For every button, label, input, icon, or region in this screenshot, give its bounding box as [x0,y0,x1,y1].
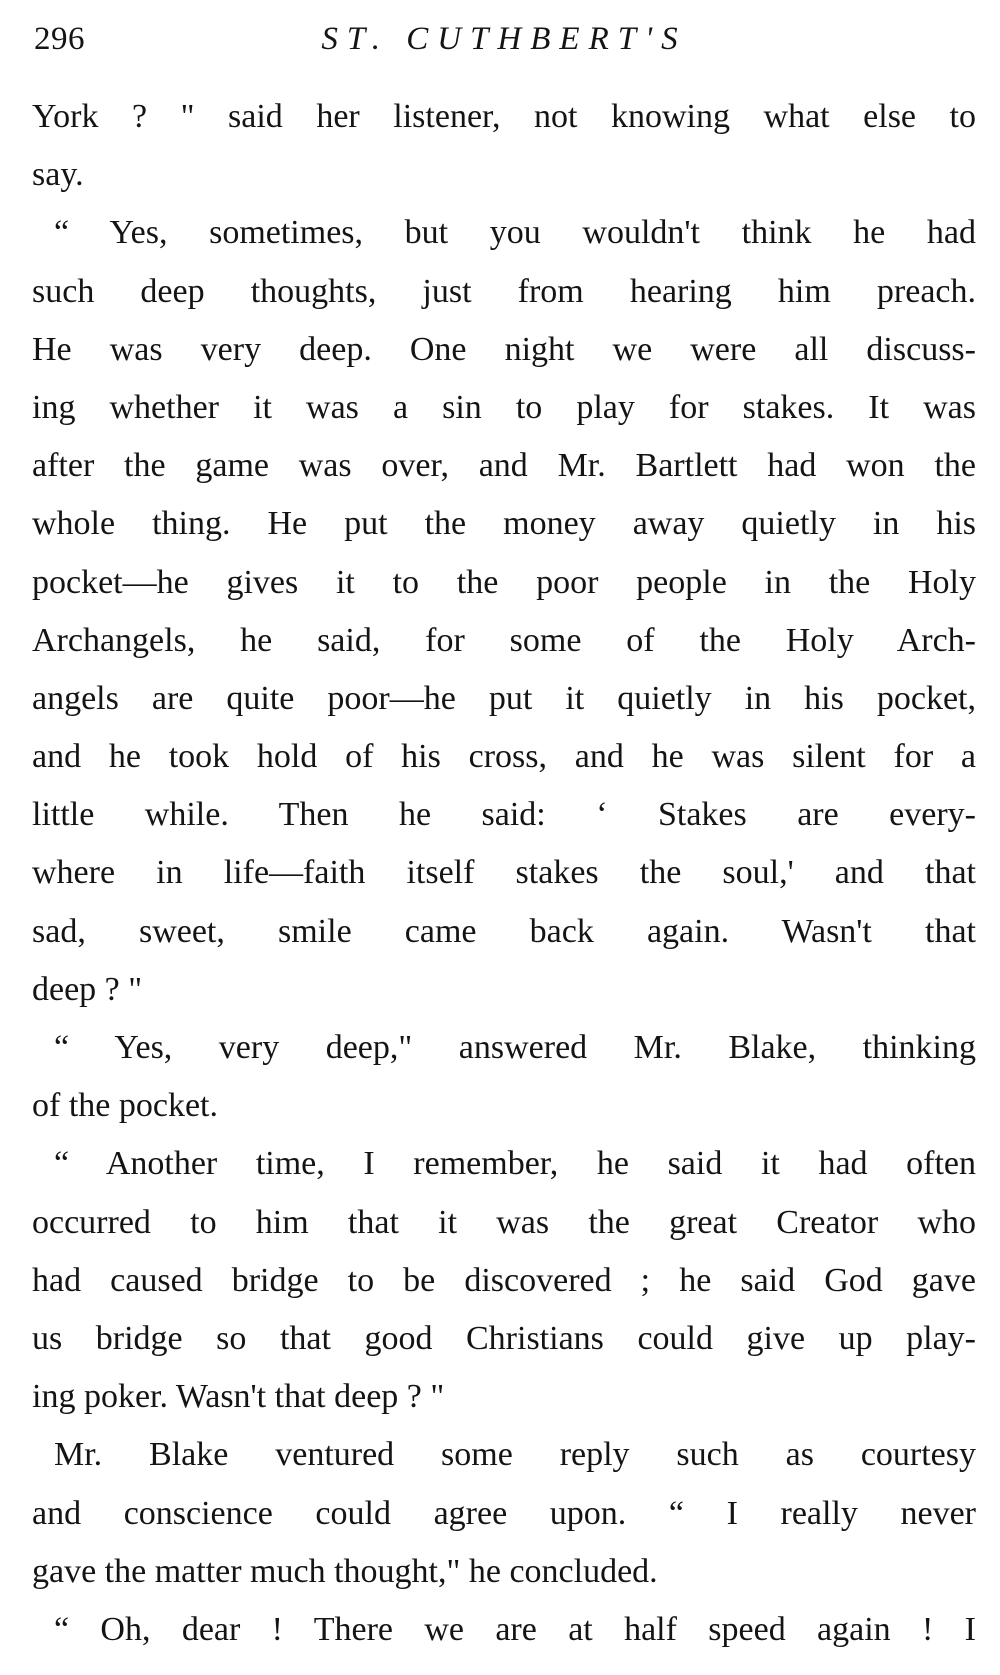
text-line: York ? " said her listener, not knowing what else to [32,98,976,135]
text-line: “ Yes, very deep," answered Mr. Blake, thinking [54,1029,976,1066]
text-line: “ Another time, I remember, he said it had often [54,1145,976,1183]
text-line: such deep thoughts, just from hearing him preach. [32,272,976,310]
body-text [32,88,976,1659]
text-line: and he took hold of his cross, and he was silent for a [32,738,976,776]
text-line: us bridge so that good Christians could give up play- [32,1319,976,1357]
text-line: ing poker. Wasn't that deep ? " [32,1378,445,1416]
text-line: pocket—he gives it to the poor people in the Holy [32,563,976,601]
text-line: He was very deep. One night we were all discuss- [32,330,976,368]
page-number: 296 [34,21,85,57]
text-line: sad, sweet, smile came back again. Wasn't that [32,912,976,950]
text-line: little while. Then he said: ‘ Stakes are every- [32,796,976,834]
text-line: “ Yes, sometimes, but you wouldn't think he had [54,214,976,252]
text-line: gave the matter much thought," he concluded. [32,1552,658,1590]
text-line: deep ? " [32,970,143,1008]
text-line: say. [32,156,84,194]
page-header [34,14,974,64]
text-line: ing whether it was a sin to play for stakes. It was [32,388,976,426]
text-line: and conscience could agree upon. “ I really never [32,1494,976,1532]
text-line: whole thing. He put the money away quietly in his [32,505,976,543]
text-line: of the pocket. [32,1087,218,1125]
running-title: ST. CUTHBERT'S [321,21,687,57]
text-line: had caused bridge to be discovered ; he said God gave [32,1261,976,1299]
text-line: angels are quite poor—he put it quietly in his pocket, [32,679,976,717]
text-line: where in life—faith itself stakes the soul,' and that [32,854,976,892]
text-line: Mr. Blake ventured some reply such as courtesy [54,1436,976,1474]
text-line: occurred to him that it was the great Creator who [32,1203,976,1241]
text-line: after the game was over, and Mr. Bartlett had won the [32,447,976,485]
text-line: “ Oh, dear ! There we are at half speed again ! I [54,1610,976,1648]
text-line: Archangels, he said, for some of the Holy Arch- [32,621,976,659]
